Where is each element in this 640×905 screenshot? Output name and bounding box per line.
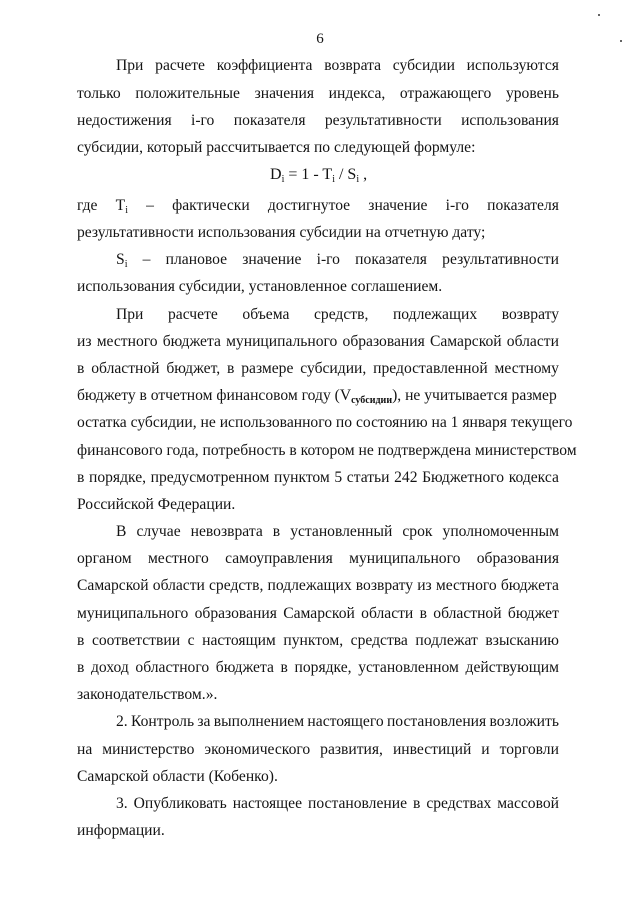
text-line: остатка субсидии, не использованного по состоянию на 1 января текущего: [77, 414, 573, 431]
formula: $D_i = 1 - T_i / S_i$ ,: [270, 166, 368, 185]
text-line: При расчете коэффициента возврата субсидии используются: [116, 57, 559, 74]
text-line: субсидии, который рассчитывается по следующей формуле:: [77, 139, 476, 156]
page-number: 6: [316, 31, 324, 47]
text-line: в порядке, предусмотренном пунктом 5 статьи 242 Бюджетного кодекса: [77, 469, 559, 486]
text-line: При расчете объема средств, подлежащих возврату: [116, 306, 559, 323]
text-line: в соответствии с настоящим пунктом, средства подлежат взысканию: [77, 632, 559, 649]
text-line: 3. Опубликовать настоящее постановление в средствах массовой: [116, 795, 559, 812]
text-line: где $T_i$ – фактически достигнутое значение i-го показателя: [77, 197, 559, 216]
text-line: в доход областного бюджета в порядке, установленном действующим: [77, 659, 559, 676]
text-line: информации.: [77, 822, 165, 839]
text-line: Российской Федерации.: [77, 496, 236, 513]
text-line: муниципального образования Самарской области в областной бюджет: [77, 605, 559, 622]
text-line: бюджету в отчетном финансовом году (Vсубсидии), не учитывается размер: [77, 387, 557, 406]
scan-speck: [620, 40, 622, 42]
text-line: $S_i$ – плановое значение i-го показателя результативности: [116, 251, 559, 270]
scan-speck: [598, 14, 600, 16]
text-line: финансового года, потребность в котором не подтверждена министерством: [77, 442, 577, 459]
text-line: В случае невозврата в установленный срок уполномоченным: [116, 523, 559, 540]
text-line: в областной бюджет, в размере субсидии, предоставленной местному: [77, 360, 559, 377]
text-line: законодательством.».: [77, 686, 218, 703]
text-line: органом местного самоуправления муниципального образования: [77, 550, 559, 567]
text-line: из местного бюджета муниципального образования Самарской области: [77, 333, 559, 350]
text-line: только положительные значения индекса, отражающего уровень: [77, 85, 559, 102]
text-line: результативности использования субсидии на отчетную дату;: [77, 224, 486, 241]
text-line: Самарской области (Кобенко).: [77, 768, 278, 785]
text-line: недостижения i-го показателя результативности использования: [77, 112, 559, 129]
text-line: на министерство экономического развития, инвестиций и торговли: [77, 741, 559, 758]
text-line: использования субсидии, установленное соглашением.: [77, 278, 443, 295]
text-line: 2. Контроль за выполнением настоящего постановления возложить: [116, 713, 559, 730]
text-line: Самарской области средств, подлежащих возврату из местного бюджета: [77, 577, 559, 594]
